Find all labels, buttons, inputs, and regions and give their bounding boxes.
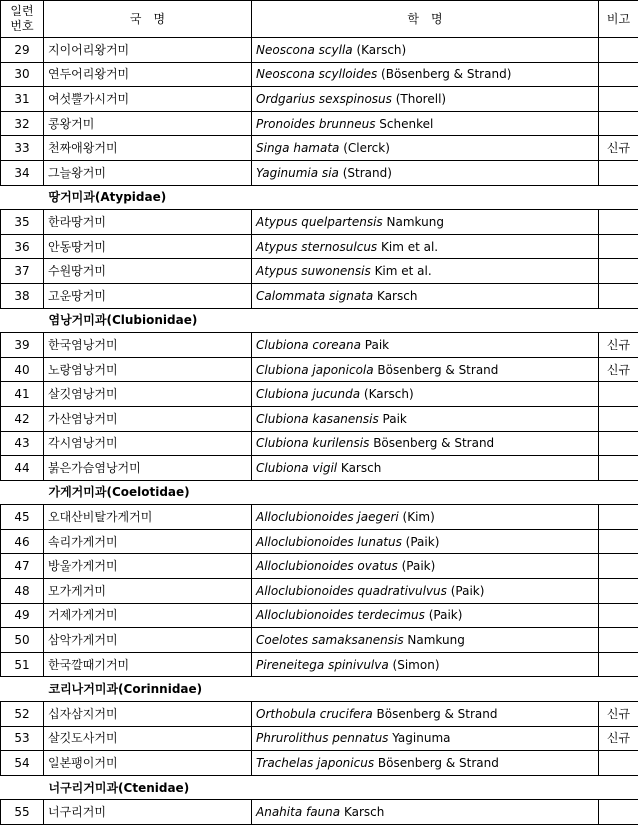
species-author: (Karsch) — [360, 387, 414, 402]
header-row — [1, 1, 638, 38]
species-binomial: Phrurolithus pennatus — [256, 731, 389, 746]
species-binomial: Neoscona scylloides — [256, 67, 378, 82]
korean-name: 오대산비탈가게거미 — [44, 505, 252, 530]
serial-number: 50 — [1, 628, 44, 653]
korean-name: 너구리거미 — [44, 800, 252, 825]
species-binomial: Anahita fauna — [256, 805, 341, 820]
note: 신규 — [599, 333, 638, 358]
table-row — [1, 505, 638, 530]
serial-number: 33 — [1, 136, 44, 161]
species-binomial: Alloclubionoides quadrativulvus — [256, 583, 447, 598]
species-binomial: Coelotes samaksanensis — [256, 633, 404, 648]
note — [599, 283, 638, 308]
serial-number: 34 — [1, 160, 44, 185]
species-binomial: Orthobula crucifera — [256, 706, 373, 721]
scientific-name — [252, 726, 599, 751]
table-row — [1, 726, 638, 751]
species-author: (Thorell) — [391, 91, 447, 106]
scientific-name — [252, 579, 599, 604]
note — [599, 406, 638, 431]
table-row — [1, 603, 638, 628]
family-name: 너구리거미과(Ctenidae) — [1, 775, 638, 800]
table-row — [1, 702, 638, 727]
note — [599, 751, 638, 776]
table-row — [1, 160, 638, 185]
family-name: 가게거미과(Coelotidae) — [1, 480, 638, 505]
note: 신규 — [599, 702, 638, 727]
korean-name: 가산염낭거미 — [44, 406, 252, 431]
scientific-name — [252, 505, 599, 530]
species-binomial: Pireneitega spinivulva — [256, 657, 389, 672]
note — [599, 87, 638, 112]
species-author: Kim et al. — [370, 264, 432, 279]
species-binomial: Clubiona kurilensis — [256, 436, 370, 451]
serial-number: 49 — [1, 603, 44, 628]
table-row — [1, 283, 638, 308]
scientific-name — [252, 382, 599, 407]
korean-name: 천짜애왕거미 — [44, 136, 252, 161]
table-row — [1, 333, 638, 358]
species-author: Bösenberg & Strand — [369, 436, 495, 451]
family-heading-row — [1, 677, 638, 702]
serial-number: 48 — [1, 579, 44, 604]
table-row — [1, 234, 638, 259]
table-row — [1, 210, 638, 235]
serial-number: 35 — [1, 210, 44, 235]
scientific-name — [252, 529, 599, 554]
scientific-name — [252, 628, 599, 653]
species-author: (Kim) — [398, 510, 435, 525]
korean-name: 방울가게거미 — [44, 554, 252, 579]
korean-name: 삼악가게거미 — [44, 628, 252, 653]
note — [599, 456, 638, 481]
table-row — [1, 38, 638, 63]
species-author: Schenkel — [375, 116, 434, 131]
family-name: 땅거미과(Atypidae) — [1, 185, 638, 210]
table-row — [1, 529, 638, 554]
korean-name: 안동땅거미 — [44, 234, 252, 259]
table-row — [1, 751, 638, 776]
table-row — [1, 87, 638, 112]
serial-number: 32 — [1, 111, 44, 136]
scientific-name — [252, 62, 599, 87]
species-author: Karsch — [340, 805, 385, 820]
note — [599, 259, 638, 284]
species-author: (Clerck) — [339, 141, 390, 156]
species-binomial: Clubiona vigil — [256, 460, 338, 475]
species-binomial: Atypus sternosulcus — [256, 239, 378, 254]
note — [599, 111, 638, 136]
serial-number: 41 — [1, 382, 44, 407]
serial-number: 52 — [1, 702, 44, 727]
note — [599, 62, 638, 87]
note — [599, 505, 638, 530]
serial-number: 39 — [1, 333, 44, 358]
scientific-name — [252, 456, 599, 481]
species-author: Paik — [360, 337, 390, 352]
korean-name: 거제가게거미 — [44, 603, 252, 628]
serial-number: 53 — [1, 726, 44, 751]
serial-number: 29 — [1, 38, 44, 63]
korean-name: 한라땅거미 — [44, 210, 252, 235]
korean-name: 수원땅거미 — [44, 259, 252, 284]
scientific-name — [252, 87, 599, 112]
species-author: Namkung — [403, 633, 465, 648]
note — [599, 431, 638, 456]
table-row — [1, 431, 638, 456]
scientific-name — [252, 333, 599, 358]
species-binomial: Calommata signata — [256, 288, 374, 303]
note — [599, 652, 638, 677]
serial-number: 43 — [1, 431, 44, 456]
scientific-name — [252, 431, 599, 456]
serial-number: 40 — [1, 357, 44, 382]
note — [599, 382, 638, 407]
korean-name: 살깃염낭거미 — [44, 382, 252, 407]
korean-name: 지이어리왕거미 — [44, 38, 252, 63]
species-author: Yaginuma — [388, 731, 451, 746]
serial-number: 44 — [1, 456, 44, 481]
note: 신규 — [599, 357, 638, 382]
table-row — [1, 382, 638, 407]
species-binomial: Clubiona kasanensis — [256, 411, 379, 426]
scientific-name — [252, 406, 599, 431]
note: 신규 — [599, 136, 638, 161]
species-binomial: Trachelas japonicus — [256, 756, 375, 771]
species-binomial: Pronoides brunneus — [256, 116, 376, 131]
table-row — [1, 406, 638, 431]
header-serial-line1: 일련 — [10, 4, 34, 18]
korean-name: 모가게거미 — [44, 579, 252, 604]
header-serial-number — [1, 1, 44, 38]
species-author: Paik — [378, 411, 407, 426]
scientific-name — [252, 800, 599, 825]
scientific-name — [252, 554, 599, 579]
species-author: Namkung — [382, 214, 444, 229]
note — [599, 529, 638, 554]
family-heading-row — [1, 185, 638, 210]
note: 신규 — [599, 726, 638, 751]
table-row — [1, 456, 638, 481]
scientific-name — [252, 38, 599, 63]
species-binomial: Clubiona japonicola — [256, 362, 374, 377]
serial-number: 30 — [1, 62, 44, 87]
korean-name: 연두어리왕거미 — [44, 62, 252, 87]
serial-number: 46 — [1, 529, 44, 554]
species-author: (Paik) — [397, 559, 436, 574]
species-author: Kim et al. — [377, 239, 439, 254]
family-heading-row — [1, 775, 638, 800]
note — [599, 38, 638, 63]
serial-number: 45 — [1, 505, 44, 530]
species-binomial: Alloclubionoides lunatus — [256, 534, 402, 549]
table-row — [1, 357, 638, 382]
species-binomial: Atypus suwonensis — [256, 264, 371, 279]
serial-number: 55 — [1, 800, 44, 825]
species-author: (Bösenberg & Strand) — [377, 67, 512, 82]
scientific-name — [252, 259, 599, 284]
species-author: Bösenberg & Strand — [373, 362, 499, 377]
table-row — [1, 800, 638, 825]
korean-name: 고운땅거미 — [44, 283, 252, 308]
note — [599, 603, 638, 628]
korean-name: 십자삼지거미 — [44, 702, 252, 727]
note — [599, 628, 638, 653]
species-author: (Karsch) — [352, 42, 407, 57]
scientific-name — [252, 751, 599, 776]
header-korean-name: 국 명 — [44, 1, 252, 38]
species-binomial: Yaginumia sia — [256, 165, 339, 180]
species-binomial: Clubiona coreana — [256, 337, 361, 352]
species-author: Karsch — [373, 288, 418, 303]
table-row — [1, 579, 638, 604]
species-author: Bösenberg & Strand — [372, 706, 498, 721]
note — [599, 234, 638, 259]
species-author: (Paik) — [401, 534, 440, 549]
korean-name: 한국깔때기거미 — [44, 652, 252, 677]
serial-number: 51 — [1, 652, 44, 677]
family-heading-row — [1, 308, 638, 333]
serial-number: 31 — [1, 87, 44, 112]
note — [599, 554, 638, 579]
serial-number: 47 — [1, 554, 44, 579]
scientific-name — [252, 357, 599, 382]
scientific-name — [252, 111, 599, 136]
header-note: 비고 — [599, 1, 638, 38]
species-author: (Paik) — [446, 583, 485, 598]
family-heading-row — [1, 480, 638, 505]
species-author: (Simon) — [388, 657, 440, 672]
scientific-name — [252, 283, 599, 308]
species-binomial: Singa hamata — [256, 141, 340, 156]
header-serial-line2: 번호 — [10, 19, 34, 33]
family-name: 염낭거미과(Clubionidae) — [1, 308, 638, 333]
serial-number: 42 — [1, 406, 44, 431]
species-author: Karsch — [337, 460, 382, 475]
scientific-name — [252, 210, 599, 235]
table-row — [1, 259, 638, 284]
table-row — [1, 111, 638, 136]
korean-name: 붉은가슴염낭거미 — [44, 456, 252, 481]
note — [599, 579, 638, 604]
species-binomial: Alloclubionoides terdecimus — [256, 608, 425, 623]
scientific-name — [252, 702, 599, 727]
korean-name: 여섯뿔가시거미 — [44, 87, 252, 112]
serial-number: 37 — [1, 259, 44, 284]
korean-name: 그늘왕거미 — [44, 160, 252, 185]
korean-name: 한국염낭거미 — [44, 333, 252, 358]
korean-name: 노랑염낭거미 — [44, 357, 252, 382]
serial-number: 38 — [1, 283, 44, 308]
species-binomial: Ordgarius sexspinosus — [256, 91, 392, 106]
species-author: (Strand) — [338, 165, 392, 180]
species-binomial: Clubiona jucunda — [256, 387, 361, 402]
scientific-name — [252, 160, 599, 185]
header-scientific-name: 학 명 — [252, 1, 599, 38]
species-author: Bösenberg & Strand — [374, 756, 499, 771]
scientific-name — [252, 652, 599, 677]
note — [599, 800, 638, 825]
table-row — [1, 652, 638, 677]
table-row — [1, 62, 638, 87]
scientific-name — [252, 603, 599, 628]
species-binomial: Alloclubionoides jaegeri — [256, 510, 399, 525]
family-name: 코리나거미과(Corinnidae) — [1, 677, 638, 702]
scientific-name — [252, 136, 599, 161]
serial-number: 36 — [1, 234, 44, 259]
serial-number: 54 — [1, 751, 44, 776]
species-binomial: Alloclubionoides ovatus — [256, 559, 398, 574]
note — [599, 210, 638, 235]
korean-name: 각시염낭거미 — [44, 431, 252, 456]
table-row — [1, 136, 638, 161]
species-binomial: Atypus quelpartensis — [256, 214, 383, 229]
table-row — [1, 554, 638, 579]
korean-name: 속리가게거미 — [44, 529, 252, 554]
korean-name: 살깃도사거미 — [44, 726, 252, 751]
table-row — [1, 628, 638, 653]
korean-name: 콩왕거미 — [44, 111, 252, 136]
species-author: (Paik) — [424, 608, 463, 623]
species-binomial: Neoscona scylla — [256, 42, 353, 57]
scientific-name — [252, 234, 599, 259]
note — [599, 160, 638, 185]
korean-name: 일본팽이거미 — [44, 751, 252, 776]
